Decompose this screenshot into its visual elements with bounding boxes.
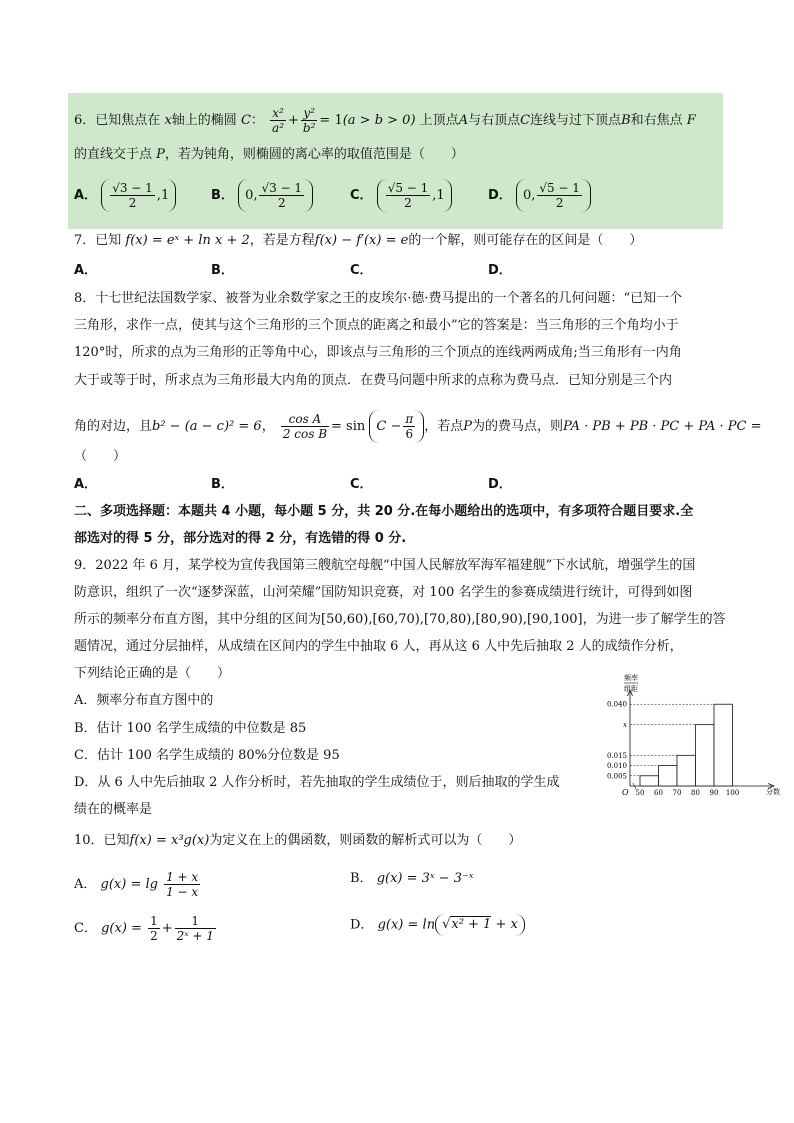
q6-option-d-den: 2 [555, 196, 564, 210]
q6-option-b-label: B． [211, 188, 234, 203]
q9-option-d-line-1: D．从 6 人中先后抽取 2 人作分析时，若先抽取的学生成绩位于，则后抽取的学生成 [74, 775, 560, 790]
q10-d-lhs: g(x) = ln [377, 917, 436, 933]
q7-text-a: 7．已知 [74, 233, 122, 248]
q8-cosA: cos A [281, 412, 329, 427]
q6-line-2 [74, 146, 464, 164]
q6-B: B [621, 113, 631, 128]
hist-bar-5 [714, 704, 733, 786]
q8-line-5 [74, 410, 761, 443]
q7-stem [74, 232, 642, 250]
q6-option-b-den: 2 [277, 196, 286, 210]
frequency-histogram [596, 670, 786, 800]
hist-y-tick-3: 0.015 [606, 751, 627, 760]
q6-option-b-num: √3 − 1 [261, 181, 303, 195]
q8-l5e: ，若点 [424, 419, 464, 434]
q8-cosB: 2 cos B [282, 427, 328, 441]
q7-func: f(x) = eˣ + ln x + 2 [125, 233, 250, 248]
q8-l5a: 角的对边，且 [74, 419, 153, 434]
q9-line-4: 题情况，通过分层抽样，从成绩在区间内的学生中抽取 6 人，再从这 6 人中先后抽取 2 人的成绩作分析， [74, 639, 683, 654]
q6-frac-y: $\frac{\text{y²}}{\text{b²}}$ [302, 106, 316, 135]
q8-sin-arg [369, 410, 424, 443]
q9-intervals: [50,60),[60,70),[70,80),[80,90),[90,100] [321, 612, 583, 627]
q10-option-c [74, 914, 218, 943]
q8-l5eq: b² − (a − c)² = 6 [152, 419, 262, 434]
q6-A: A [458, 113, 469, 128]
q8-line-6: （ ） [74, 449, 127, 464]
q6-right-focus: 和右焦点 [630, 113, 683, 128]
hist-y-tick-1: 0.040 [606, 700, 627, 709]
q6-option-a [74, 179, 176, 212]
q9-l3b: ，为进一步了解学生的答 [582, 612, 726, 627]
q10-l1a: 10．已知 [74, 833, 130, 848]
hist-x-tick-60: 60 [654, 789, 663, 797]
q10-a-lhs: g(x) = lg [100, 877, 158, 892]
hist-x-tick-50: 50 [635, 789, 645, 797]
q6-with-right: 与右顶点 [468, 113, 521, 128]
q6-option-a-paren [101, 179, 176, 212]
q9-option-a: A．频率分布直方图中的 [74, 693, 214, 708]
q6-eq-tail: 上顶点 [419, 113, 459, 128]
hist-y-tick-5: 0.005 [606, 772, 627, 781]
q6-option-b-paren [238, 179, 313, 212]
q10-b-expr: g(x) = 3ˣ − 3⁻ˣ [376, 871, 474, 886]
q6-option-d-pre: 0, [522, 188, 536, 203]
q6-option-b-pre: 0, [245, 188, 258, 203]
q6-P: P [156, 147, 165, 162]
q6-frac-x: $\frac{\text{x²}}{\text{a²}}$ [272, 106, 285, 135]
q10-a-label: A． [74, 877, 97, 892]
q10-c-frac [175, 914, 216, 943]
q10-l1eq: f(x) = x³g(x) [129, 833, 210, 848]
hist-xlabel: 分数 [766, 788, 780, 796]
q6-option-b [211, 179, 313, 212]
q6-option-a-num: √3 − 1 [112, 181, 153, 195]
hist-bar-3 [677, 755, 696, 786]
q6-axis-text: 轴上的椭圆 [171, 113, 237, 128]
q10-a-frac [164, 870, 200, 899]
q7-option-b: B． [211, 263, 234, 278]
q7-eq: f(x) − f′(x) = e [314, 233, 409, 248]
q7-text-b: ，若是方程 [249, 233, 315, 248]
hist-ylabel-top: 频率 [624, 674, 638, 682]
q9-line-1: 9．2022 年 6 月，某学校为宣传我国第三艘航空母舰“中国人民解放军海军福建舰”下水试航，增强学生的国 [74, 558, 696, 573]
q7-text-c: 的一个解，则可能存在的区间是（ ） [408, 233, 643, 248]
q6-line2-text: 的直线交于点 [74, 147, 153, 162]
q6-connect: 连线与过下顶点 [530, 113, 622, 128]
q6-option-c-frac [386, 181, 431, 210]
q9-line-2: 防意识，组织了一次“逐梦深蓝，山河荣耀”国防知识竞赛，对 100 名学生的参赛成绩进行统计，可得到如图 [74, 585, 693, 600]
q8-P: P [463, 419, 473, 434]
q10-b-label: B． [350, 871, 373, 886]
q10-c-label: C． [74, 921, 97, 936]
q6-option-a-post: ,1 [156, 188, 170, 203]
q6-option-a-den: 2 [128, 196, 137, 210]
q10-l1b: 为定义在上的偶函数，则函数的解析式可以为（ ） [209, 833, 522, 848]
q6-intro: 已知焦点在 [95, 113, 161, 128]
q6-option-d-frac [537, 181, 582, 210]
q6-line-1: 6．已知焦点在 x轴上的椭圆 C： $\frac{\text{x²}}{\text{a²}}$ + $\frac{\text{y²}}{\text{b²}}$ = 1(a > b > 0) 上顶点A与右顶点C连线与过下顶点B和右焦点 F [74, 106, 696, 135]
q6-option-d-num: √5 − 1 [539, 181, 580, 195]
q8-pi: π [405, 412, 414, 426]
q6-option-d [488, 179, 591, 212]
hist-y-tick-4: 0.010 [606, 762, 627, 771]
q8-option-c: C． [350, 477, 373, 492]
q8-pi-frac [403, 412, 415, 441]
q8-l5f: 为的费马点，则 [472, 419, 564, 434]
hist-x-tick-100: 100 [725, 789, 740, 797]
q8-option-b: B． [211, 477, 234, 492]
hist-origin: O [622, 788, 629, 797]
q7-option-d: D． [488, 263, 512, 278]
q6-C2: C [520, 113, 531, 128]
q7-option-a: A． [74, 263, 98, 278]
hist-x-tick-70: 70 [672, 789, 682, 797]
q10-d-tail: + x [495, 917, 518, 932]
q6-condition: (a > b > 0) [342, 113, 416, 128]
q6-C: C [240, 113, 251, 128]
q8-option-a: A． [74, 477, 98, 492]
section-2-heading-2: 部选对的得 5 分，部分选对的得 2 分，有选错的得 0 分. [74, 531, 407, 546]
section-2-heading-1: 二、多项选择题：本题共 4 小题，每小题 5 分，共 20 分.在每小题给出的选项中，有多项符合题目要求.全 [74, 504, 694, 519]
q8-six: 6 [405, 427, 414, 441]
q10-c-half-num: 1 [150, 914, 158, 928]
q10-c-half-den: 2 [150, 929, 158, 943]
q6-option-c-num: √5 − 1 [387, 181, 429, 195]
q6-option-a-frac [110, 181, 155, 210]
q6-option-c-post: ,1 [432, 188, 445, 203]
q8-l5c: = sin [331, 419, 366, 434]
q10-stem [74, 832, 521, 850]
q9-option-d-line-2: 绩在的概率是 [74, 802, 153, 817]
q10-c-half [148, 914, 160, 943]
q6-option-b-frac [259, 181, 304, 210]
q8-cos-frac [281, 412, 329, 441]
q6-option-a-label: A． [74, 188, 98, 203]
q6-option-c [350, 179, 452, 212]
q6-line2b-text: ，若为钝角，则椭圆的离心率的取值范围是（ ） [164, 147, 464, 162]
q6-x: x [164, 113, 172, 128]
q8-line-3: 120°时，所求的点为三角形的正等角中心，即该点与三角形的三个顶点的连线两两成角;当三角形有一内角 [74, 345, 682, 360]
q10-d-inner: x² + 1 [451, 917, 492, 932]
q10-a-den: 1 − x [166, 885, 199, 899]
hist-bar-1 [640, 776, 659, 786]
q10-d-paren: √x² + 1 + x [435, 914, 525, 936]
q10-option-a [74, 870, 202, 899]
q9-line-3 [74, 611, 726, 629]
q10-c-lhs: g(x) = [101, 921, 142, 936]
q8-l5b: ， [261, 419, 275, 434]
q8-dot-expr: PA · PB + PB · PC + PA · PC = [563, 419, 762, 434]
q6-option-d-paren [516, 179, 591, 212]
q6-option-c-paren [377, 179, 452, 212]
q6-number: 6． [74, 113, 96, 128]
hist-ylabel [624, 673, 638, 693]
q10-d-label: D． [350, 917, 374, 933]
q10-c-den: 2ˣ + 1 [176, 929, 214, 943]
q8-l5d: C − [376, 419, 402, 434]
q6-option-c-label: C． [350, 188, 373, 203]
hist-x-tick-80: 80 [691, 789, 700, 797]
q8-option-d: D． [488, 477, 512, 492]
q8-line-2: 三角形，求作一点，使其与这个三角形的三个顶点的距离之和最小”它的答案是：当三角形的三个角均小于 [74, 318, 679, 333]
q8-line-1: 8．十七世纪法国数学家、被誉为业余数学家之王的皮埃尔·德·费马提出的一个著名的几何问题：“已知一个 [74, 291, 683, 306]
q10-a-num: 1 + x [166, 870, 199, 884]
q9-option-b: B．估计 100 名学生成绩的中位数是 85 [74, 721, 307, 736]
q6-option-c-den: 2 [404, 196, 412, 210]
q6-F: F [686, 113, 696, 128]
q6-option-d-label: D． [488, 188, 512, 203]
q8-line-4: 大于或等于时，所求点为三角形最大内角的顶点．在费马问题中所求的点称为费马点．已知分别是三个内 [74, 373, 673, 388]
hist-x-tick-90: 90 [709, 789, 719, 797]
q9-l3a: 所示的频率分布直方图，其中分组的区间为 [74, 612, 322, 627]
q10-option-b [350, 870, 473, 888]
hist-bar-2 [659, 766, 678, 786]
q9-line-5: 下列结论正确的是（ ） [74, 666, 231, 681]
q10-c-num: 1 [175, 914, 216, 929]
hist-bar-4 [696, 725, 715, 786]
q10-option-d [350, 914, 525, 936]
q6-colon: ： [250, 113, 264, 128]
q9-option-c: C．估计 100 名学生成绩的 80%分位数是 95 [74, 748, 340, 763]
hist-ylabel-bottom: 组距 [624, 685, 638, 693]
q10-c-plus: + [161, 921, 173, 936]
q7-option-c: C． [350, 263, 373, 278]
hist-y-tick-2: x [623, 721, 627, 730]
